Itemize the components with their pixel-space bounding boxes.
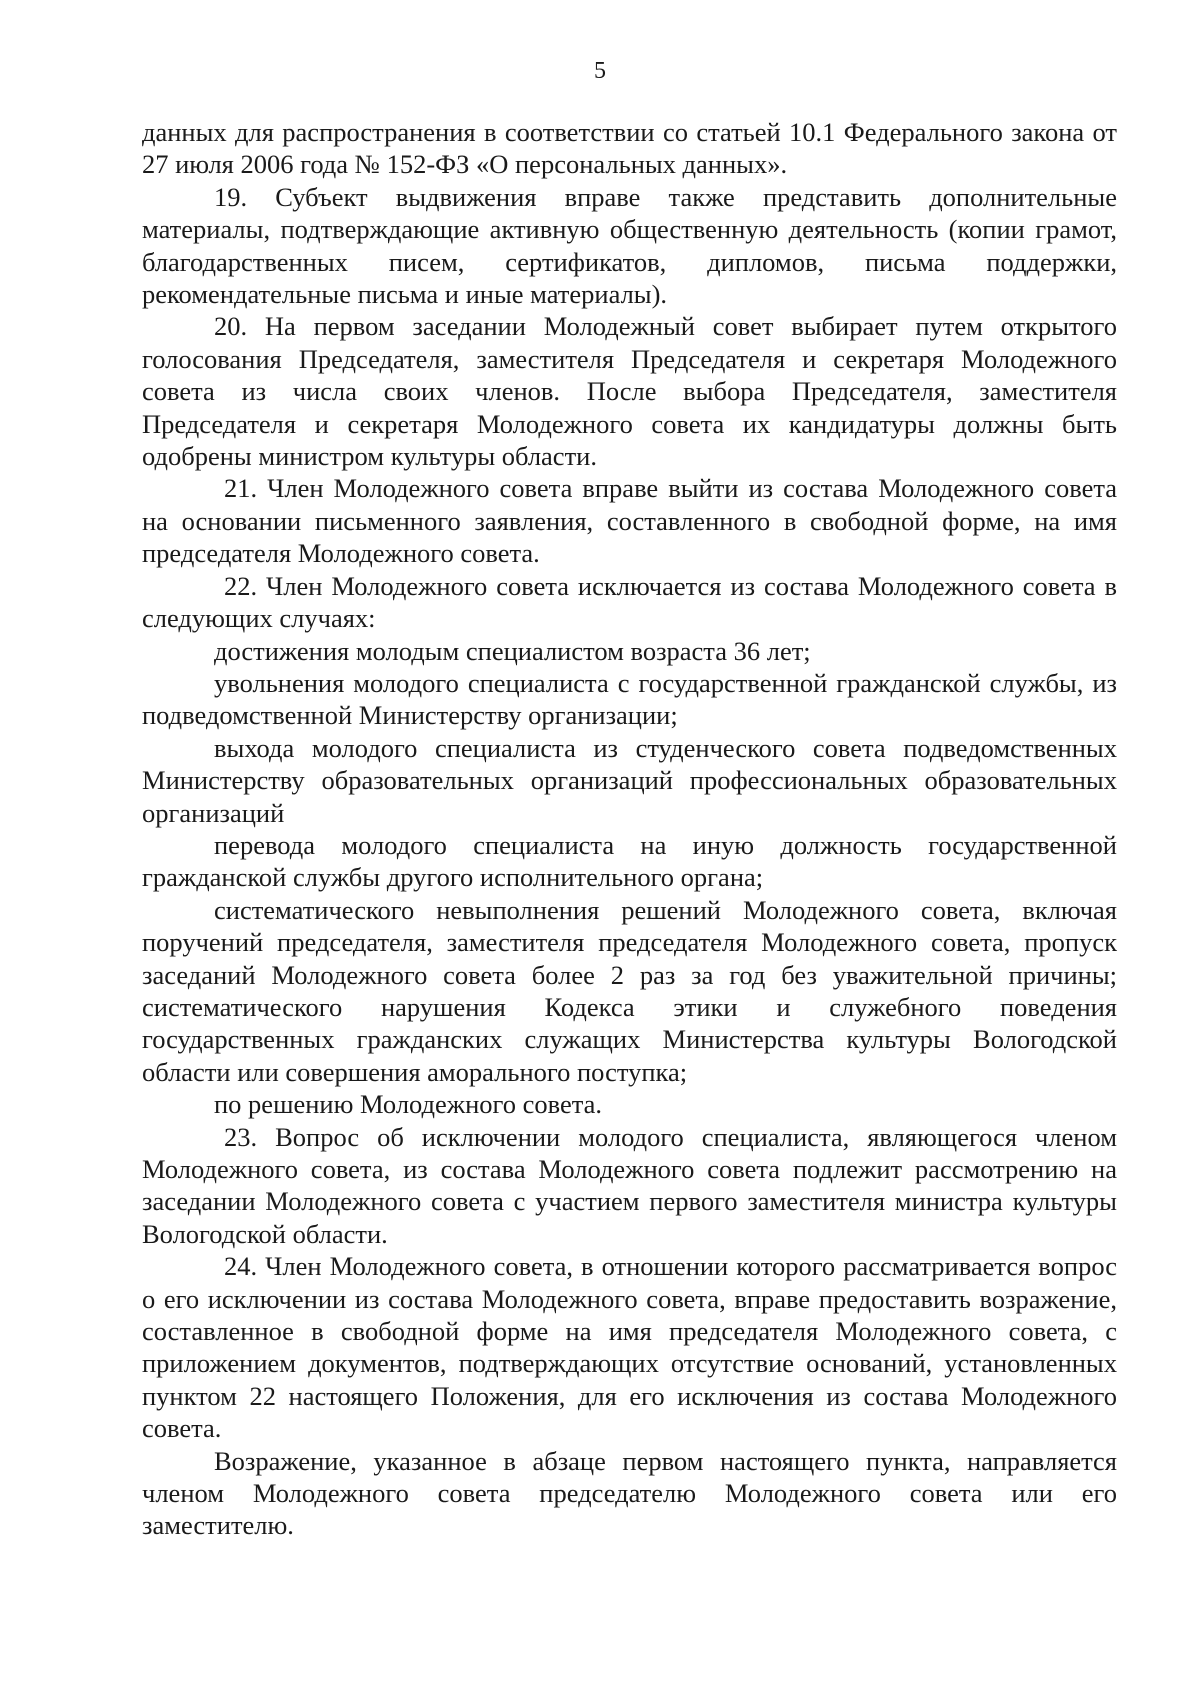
paragraph-22-council-decision: по решению Молодежного совета. (214, 1089, 603, 1120)
paragraph-22-student-council: выхода молодого специалиста из студенческого совета подведомственных Министерству образовательных организаций профессиональных образовательных организаций (142, 732, 1117, 828)
paragraph-24: 24. Член Молодежного совета, в отношении которого рассматривается вопрос о его исключении из состава Молодежного совета, вправе предоставить возражение, составленное в свободной форме на имя председателя Молодежного совета, с приложением документов, подтверждающих отсутствие оснований, установленных пунктом 22 настоящего Положения, для его исключения из состава Молодежного совета. (142, 1251, 1117, 1444)
paragraph-22-dismissal: увольнения молодого специалиста с государственной гражданской службы, из подведомственной Министерству организации; (142, 667, 1117, 731)
paragraph-22: 22. Член Молодежного совета исключается из состава Молодежного совета в следующих случаях: (142, 570, 1117, 634)
paragraph-19: 19. Субъект выдвижения вправе также представить дополнительные материалы, подтверждающие активную общественную деятельность (копии грамот, благодарственных писем, сертификатов, дипломов, письма поддержки, рекомендательные письма и иные материалы). (142, 181, 1117, 310)
paragraph-22-transfer: перевода молодого специалиста на иную должность государственной гражданской службы другого исполнительного органа; (142, 829, 1117, 893)
paragraph-21: 21. Член Молодежного совета вправе выйти из состава Молодежного совета на основании письменного заявления, составленного в свободной форме, на имя председателя Молодежного совета. (142, 473, 1117, 569)
document-body (142, 116, 1117, 1542)
paragraph-23: 23. Вопрос об исключении молодого специалиста, являющегося членом Молодежного совета, из состава Молодежного совета подлежит рассмотрению на заседании Молодежного совета с участием первого заместителя министра культуры Вологодской области. (142, 1121, 1117, 1249)
paragraph-22-age: достижения молодым специалистом возраста 36 лет; (214, 635, 811, 666)
paragraph-continuation: данных для распространения в соответствии со статьей 10.1 Федерального закона от 27 июля 2006 года № 152-ФЗ «О персональных данных». (142, 117, 1117, 180)
paragraph-20: 20. На первом заседании Молодежный совет выбирает путем открытого голосования Председателя, заместителя Председателя и секретаря Молодежного совета из числа своих членов. После выбора Председателя, заместителя Председателя и секретаря Молодежного совета их кандидатуры должны быть одобрены министром культуры области. (142, 311, 1117, 472)
paragraph-22-violations: систематического невыполнения решений Молодежного совета, включая поручений председателя, заместителя председателя Молодежного совета, пропуск заседаний Молодежного совета более 2 раз за год без уважительной причины; систематического нарушения Кодекса этики и служебного поведения государственных гражданских служащих Министерства культуры Вологодской области или совершения аморального поступка; (142, 894, 1117, 1087)
page-number: 5 (594, 58, 606, 84)
paragraph-24-objection: Возражение, указанное в абзаце первом настоящего пункта, направляется членом Молодежного совета председателю Молодежного совета или его заместителю. (142, 1445, 1117, 1541)
